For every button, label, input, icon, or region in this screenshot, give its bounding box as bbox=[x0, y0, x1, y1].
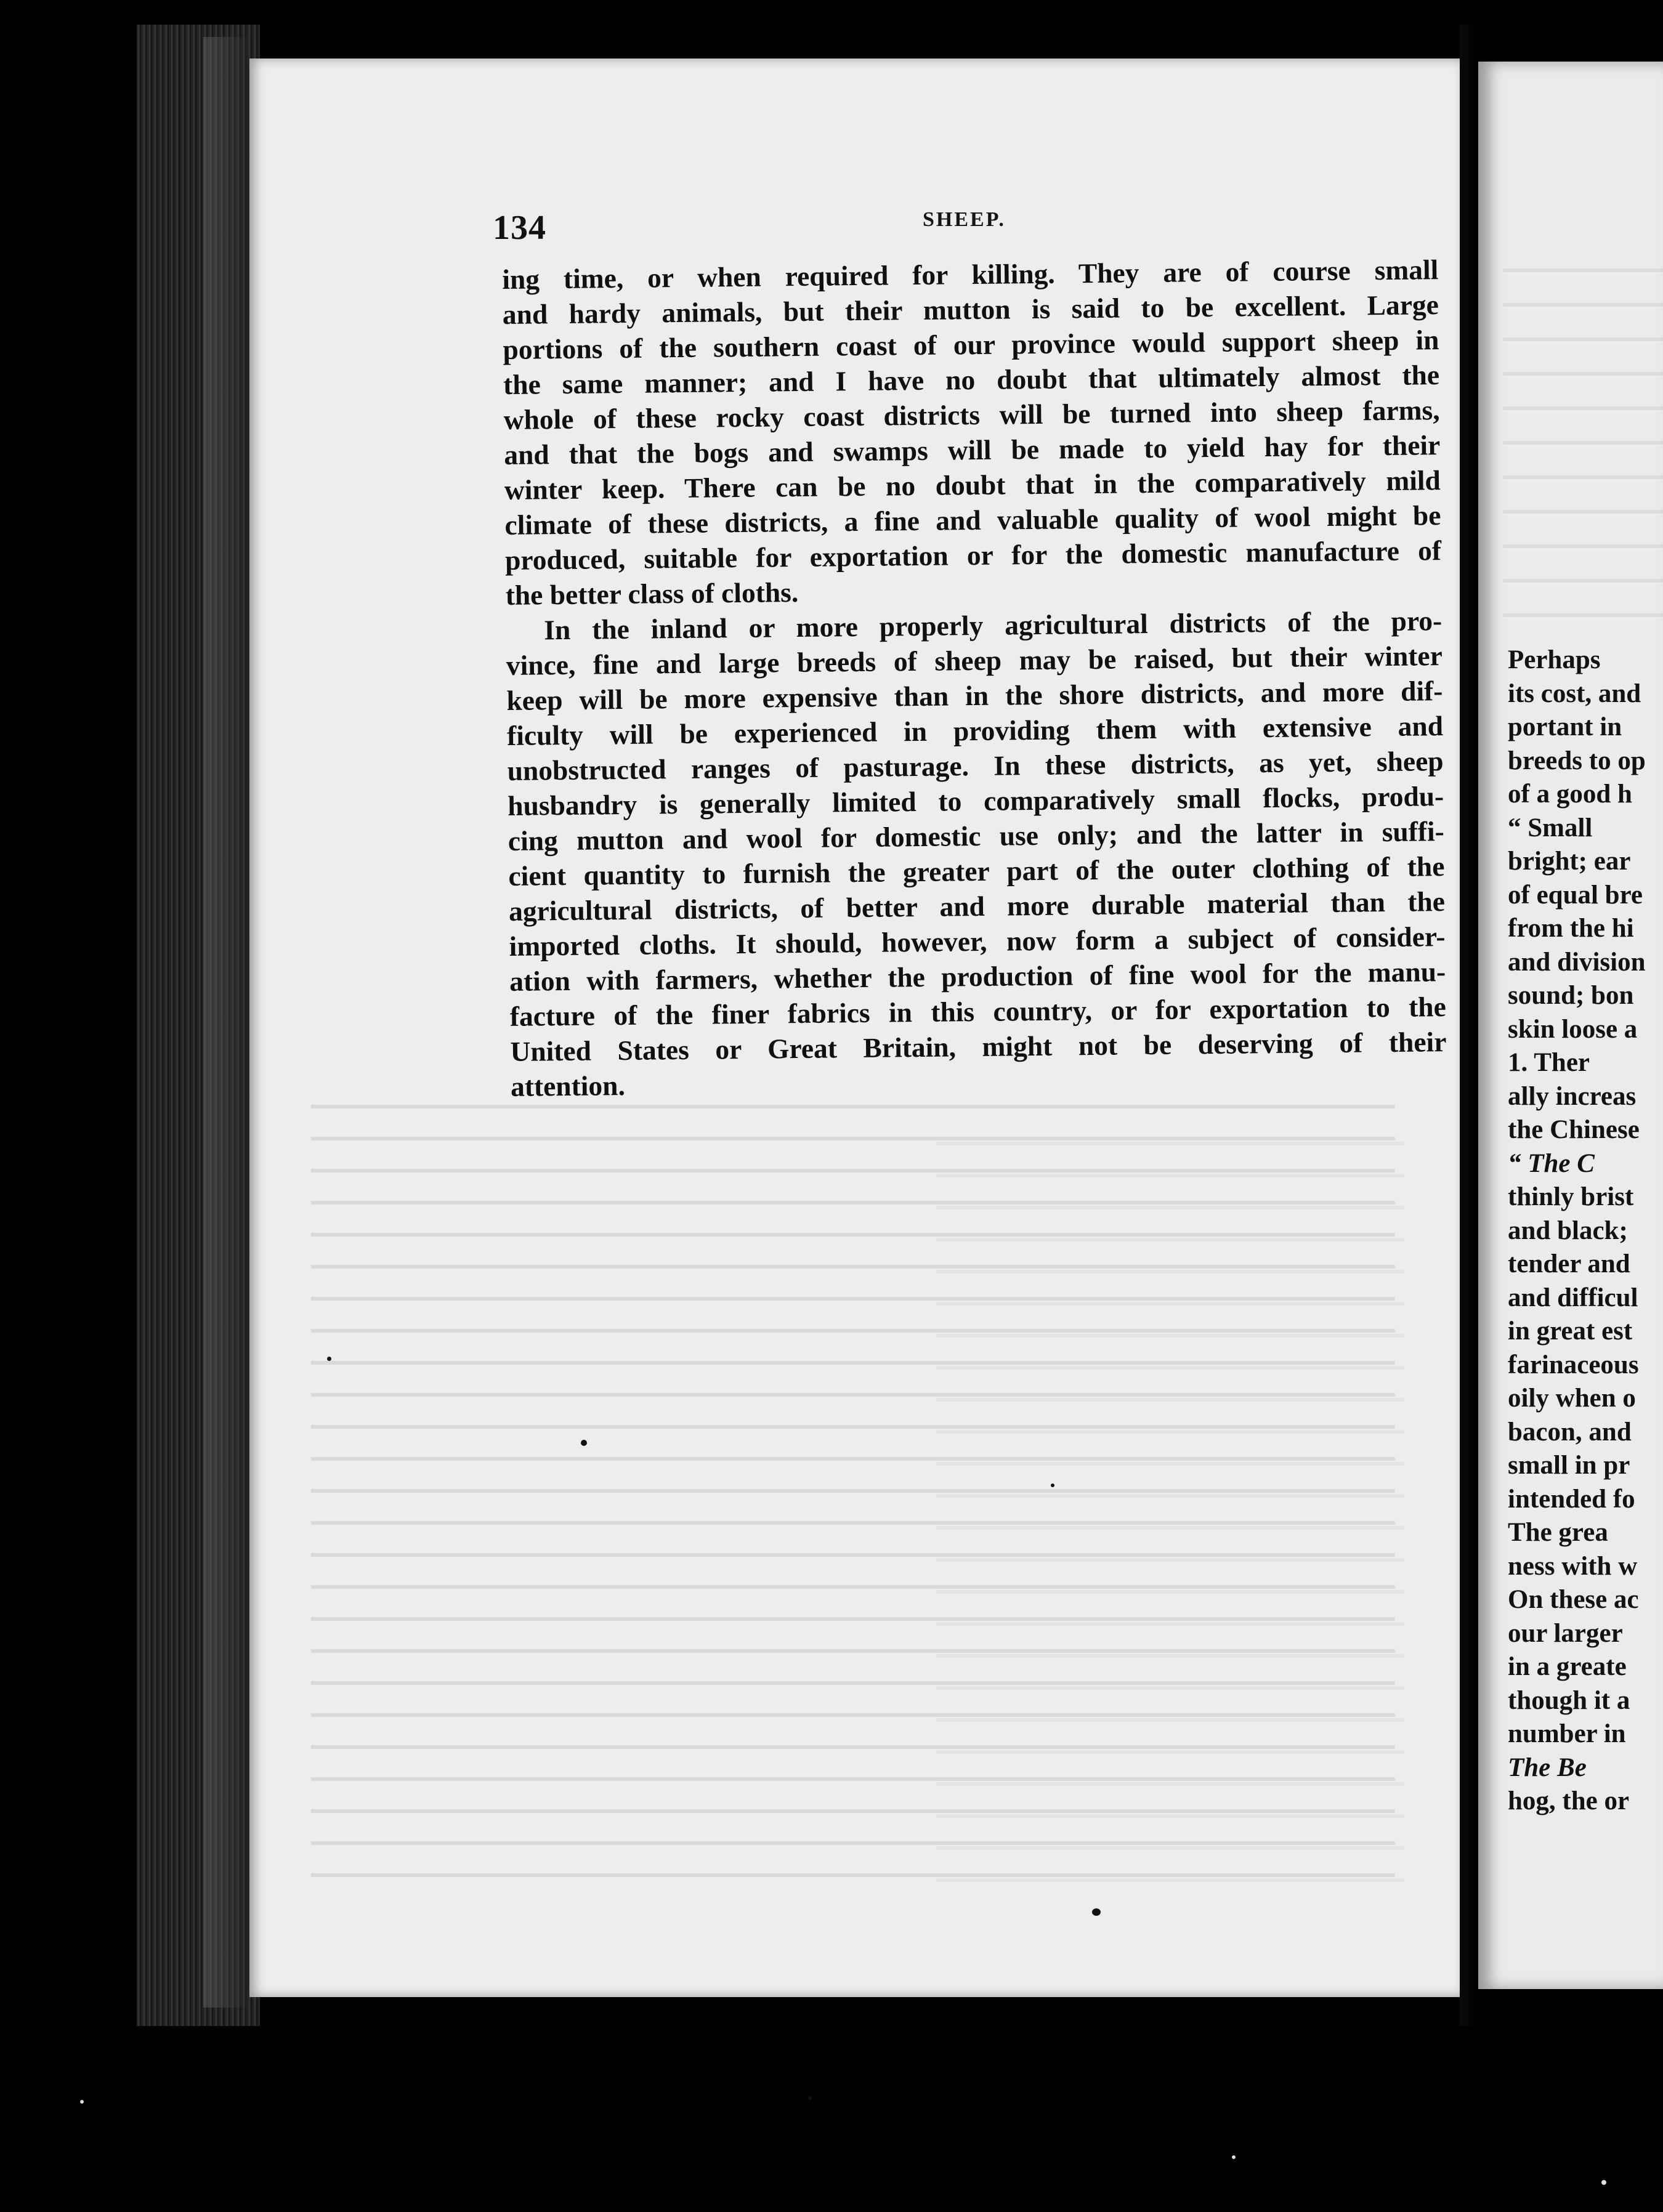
text-line: and hardy animals, but their mutton is said to be excellent. Large bbox=[502, 289, 1439, 330]
right-line: farinaceous bbox=[1508, 1350, 1639, 1379]
right-line: thinly brist bbox=[1508, 1182, 1634, 1211]
right-line: number in bbox=[1508, 1719, 1626, 1748]
text-line: produced, suitable for exportation or for the domestic manufacture of bbox=[504, 535, 1442, 576]
text-line: the same manner; and I have no doubt that ultimately almost the bbox=[503, 359, 1440, 400]
right-line: of a good h bbox=[1508, 780, 1632, 809]
right-line: our larger bbox=[1508, 1618, 1623, 1648]
text-line: whole of these rocky coast districts will be turned into sheep farms, bbox=[503, 394, 1440, 435]
right-line: from the hi bbox=[1508, 914, 1634, 943]
text-line: keep will be more expensive than in the shore districts, and more dif- bbox=[506, 675, 1443, 716]
right-line: Perhaps bbox=[1508, 645, 1601, 674]
body-text bbox=[502, 252, 1447, 1104]
text-line: ation with farmers, whether the production of fine wool for the manu- bbox=[509, 956, 1446, 997]
right-line: sound; bon bbox=[1508, 981, 1634, 1010]
fore-edge-shadow bbox=[203, 37, 253, 2008]
right-line: and black; bbox=[1508, 1216, 1628, 1245]
right-line: The Be bbox=[1508, 1753, 1587, 1782]
right-line: the Chinese bbox=[1508, 1115, 1640, 1144]
right-line: though it a bbox=[1508, 1685, 1630, 1715]
text-line: cing mutton and wool for domestic use only; and the latter in suffi- bbox=[508, 815, 1445, 857]
right-line: The grea bbox=[1508, 1518, 1608, 1547]
right-line: “ Small bbox=[1508, 813, 1593, 842]
text-line: agricultural districts, of better and more durable material than the bbox=[508, 886, 1446, 927]
right-line: of equal bre bbox=[1508, 880, 1643, 910]
text-line: cient quantity to furnish the greater part of the outer clothing of the bbox=[508, 850, 1445, 892]
right-line: in a greate bbox=[1508, 1652, 1627, 1681]
dust-speck bbox=[1601, 2180, 1606, 2185]
right-line: in great est bbox=[1508, 1317, 1633, 1346]
text-line: United States or Great Britain, might not be deserving of their bbox=[510, 1026, 1447, 1067]
right-line: intended fo bbox=[1508, 1484, 1635, 1514]
page-number: 134 bbox=[493, 209, 546, 247]
right-line: oily when o bbox=[1508, 1384, 1636, 1413]
show-through-text-secondary bbox=[936, 1121, 1404, 1884]
text-line: vince, fine and large breeds of sheep may be raised, but their winter bbox=[506, 640, 1443, 681]
text-line: climate of these districts, a fine and valuable quality of wool might be bbox=[504, 499, 1441, 541]
right-line: ally increas bbox=[1508, 1081, 1637, 1111]
text-line: husbandry is generally limited to comparatively small flocks, produ- bbox=[507, 780, 1444, 821]
right-page-text bbox=[1508, 644, 1663, 1818]
text-line: and that the bogs and swamps will be made to yield hay for their bbox=[504, 429, 1441, 470]
right-line: breeds to op bbox=[1508, 746, 1646, 775]
right-page-show-through bbox=[1503, 246, 1663, 640]
right-line: bacon, and bbox=[1508, 1417, 1632, 1447]
right-line: its cost, and bbox=[1508, 679, 1641, 708]
text-line: facture of the finer fabrics in this country, or for exportation to the bbox=[509, 991, 1447, 1032]
right-line: hog, the or bbox=[1508, 1786, 1630, 1815]
book-gutter bbox=[1460, 25, 1478, 2026]
running-title: SHEEP. bbox=[923, 208, 1006, 231]
right-line: 1. Ther bbox=[1508, 1048, 1590, 1077]
dust-speck bbox=[1232, 2155, 1236, 2159]
text-line: portions of the southern coast of our province would support sheep in bbox=[503, 324, 1439, 365]
right-line: and difficul bbox=[1508, 1283, 1638, 1312]
right-line: portant in bbox=[1508, 712, 1622, 741]
right-line: ness with w bbox=[1508, 1551, 1638, 1581]
right-line: small in pr bbox=[1508, 1451, 1630, 1480]
dust-speck bbox=[808, 2096, 812, 2100]
text-line: winter keep. There can be no doubt that in the comparatively mild bbox=[504, 464, 1441, 506]
right-line: “ The C bbox=[1508, 1148, 1595, 1178]
dust-speck bbox=[1092, 1908, 1101, 1916]
dust-speck bbox=[1051, 1483, 1054, 1487]
dust-speck bbox=[581, 1440, 587, 1446]
right-line: bright; ear bbox=[1508, 847, 1631, 876]
text-line: unobstructed ranges of pasturage. In these districts, as yet, sheep bbox=[507, 745, 1444, 786]
right-line: skin loose a bbox=[1508, 1014, 1638, 1044]
dust-speck bbox=[80, 2100, 84, 2104]
text-line: attention. bbox=[510, 1069, 626, 1102]
dust-speck bbox=[327, 1357, 331, 1361]
right-line: tender and bbox=[1508, 1249, 1630, 1278]
text-line: imported cloths. It should, however, now form a subject of consider- bbox=[509, 921, 1446, 962]
paragraph-start-line: In the inland or more properly agricultural districts of the pro- bbox=[543, 605, 1442, 646]
text-line: the better class of cloths. bbox=[505, 576, 799, 611]
text-line: ficulty will be experienced in providing them with extensive and bbox=[506, 710, 1444, 751]
right-line: and division bbox=[1508, 947, 1646, 977]
text-line: ing time, or when required for killing. They are of course small bbox=[502, 254, 1439, 295]
right-line: On these ac bbox=[1508, 1585, 1639, 1614]
